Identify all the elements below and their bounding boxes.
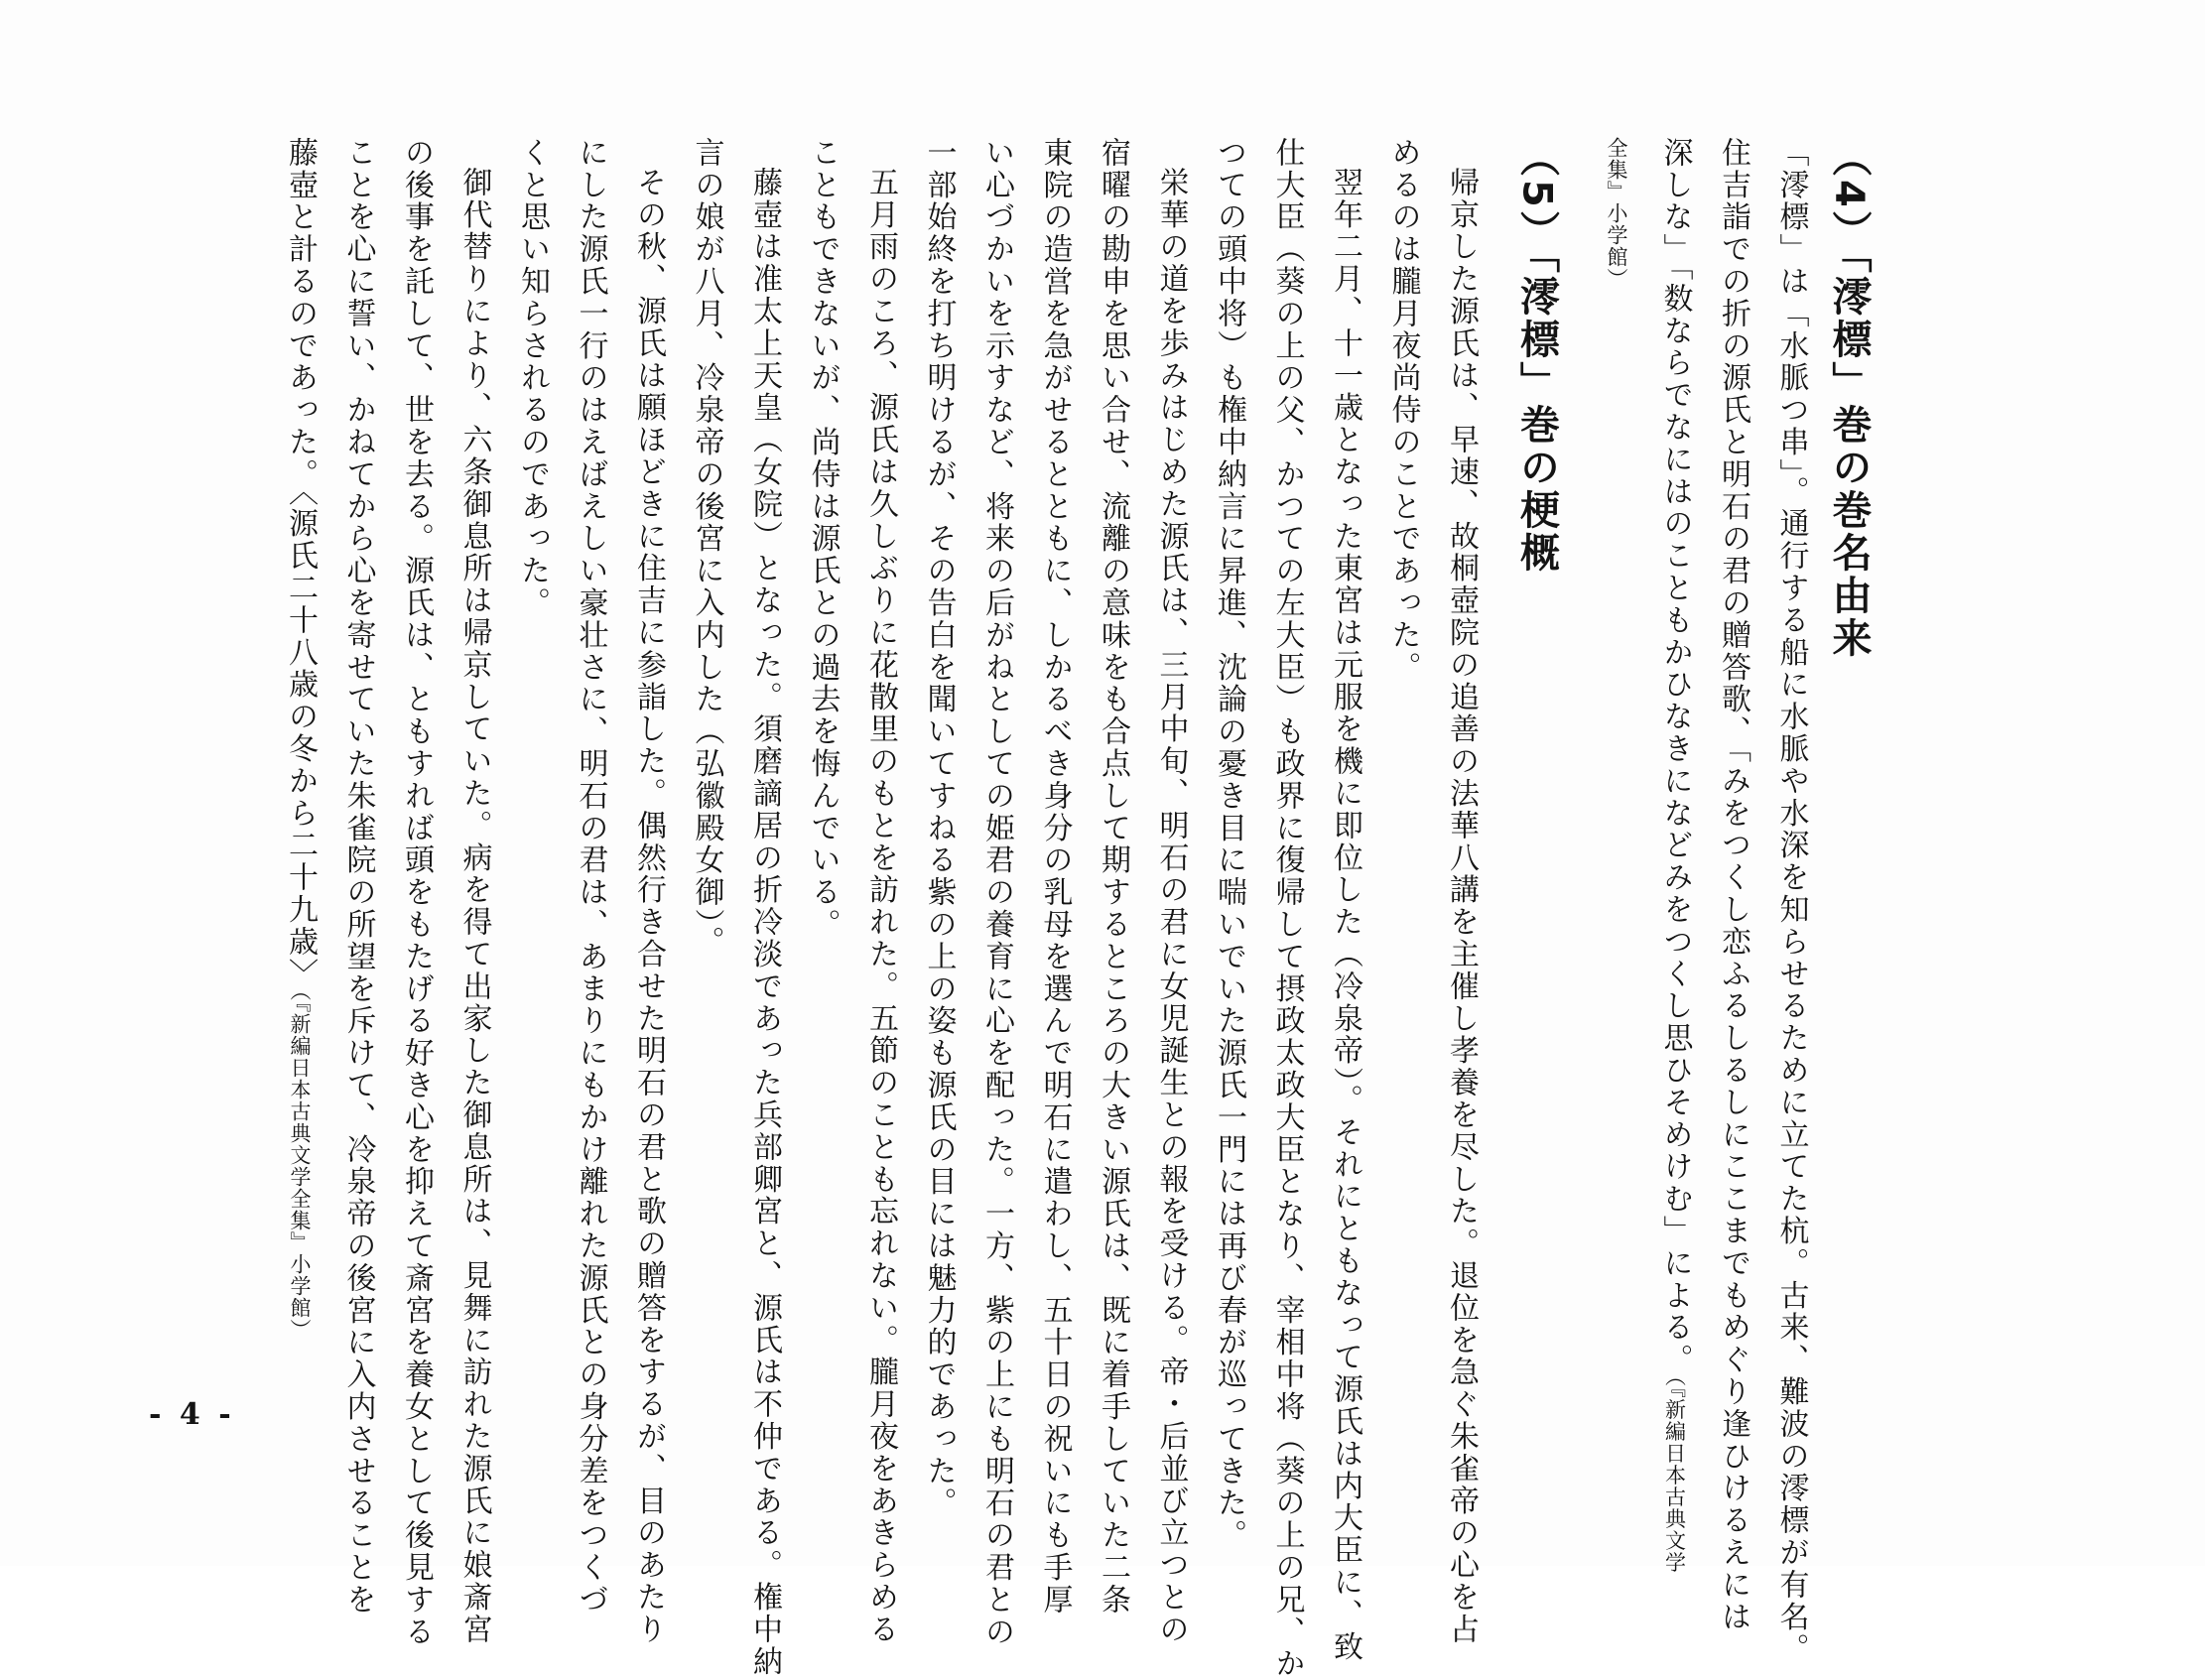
para-3-line-1: 栄華の道を歩みはじめた源氏は、三月中旬、明石の君に女児誕生との報を受ける。帝・后並び立つとの — [1153, 167, 1189, 1646]
para-2-line-3: つての頭中将）も権中納言に昇進、沈論の憂き目に喘いでいた源氏一門には再び春が巡ってきた。 — [1212, 137, 1246, 1552]
para-7-line-2: の後事を託して、世を去る。源氏は、ともすれば頭をもたげる好き心を抑えて斎宮を養女として後見する — [399, 137, 434, 1648]
para-3-line-3: 東院の造営を急がせるとともに、しかるべき身分の乳母を選んで明石に遣わし、五十日の祝いにも手厚 — [1037, 137, 1073, 1616]
para-4-line-2: こともできないが、尚侍は源氏との過去を悔んでいる。 — [805, 137, 841, 941]
para-5-line-1: 藤壺は准太上天皇（女院）となった。須磨謫居の折冷淡であった兵部卿宮と、源氏は不仲である。権中納 — [747, 167, 782, 1678]
para-6-line-3: くと思い知らされるのであった。 — [515, 137, 550, 619]
section-4-heading: （4）「澪標」巻の巻名由来 — [1826, 137, 1872, 660]
para-2-line-1: 翌年二月、十一歳となった東宮は元服を機に即位した（冷泉帝）。それにともなって源氏は内大臣に、致 — [1328, 167, 1362, 1663]
para-6-line-2: にした源氏一行のはえばえしい豪壮さに、明石の君は、あまりにもかけ離れた源氏との身分差をつくづ — [573, 137, 608, 1616]
para-7-line-1: 御代替りにより、六条御息所は帰京していた。病を得て出家した御息所は、見舞に訪れた源氏に娘斎宮 — [456, 167, 492, 1646]
section-4-line-2: 住吉詣での折の源氏と明石の君の贈答歌、「みをつくし恋ふるしるしにここまでもめぐり逢ひけるえには — [1716, 137, 1751, 1633]
section-4-line-1: 「澪標」は「水脈つ串」。通行する船に水脈や水深を知らせるために立てた杭。古来、難波の澪標が有名。 — [1773, 137, 1809, 1666]
section-5-citation: （『新編日本古典文学全集』小学館） — [288, 989, 312, 1341]
section-4-citation-a: （『新編日本古典文学 — [1662, 1375, 1687, 1574]
para-4-line-1: 五月雨のころ、源氏は久しぶりに花散里のもとを訪れた。五節のことも忘れない。朧月夜をあきらめる — [863, 167, 898, 1646]
para-3-line-4: い心づかいを示すなど、将来の后がねとしての姫君の養育に心を配った。一方、紫の上にも明石の君との — [979, 137, 1014, 1648]
section-5-heading: （5）「澪標」巻の梗概 — [1513, 137, 1560, 575]
para-3-line-5: 一部始終を打ち明けるが、その告白を聞いてすねる紫の上の姿も源氏の目には魅力的であった。 — [921, 137, 957, 1520]
page-number: - 4 - — [149, 1397, 235, 1432]
vertical-text-block — [271, 137, 1879, 1680]
para-7-line-3: ことを心に誓い、かねてから心を寄せていた朱雀院の所望を斥けて、冷泉帝の後宮に入内させることを — [340, 137, 376, 1616]
para-3-line-2: 宿曜の勘申を思い合せ、流離の意味をも合点して期するところの大きい源氏は、既に着手していた二条 — [1096, 137, 1130, 1616]
para-6-line-1: その秋、源氏は願ほどきに住吉に参詣した。偶然行き合せた明石の君と歌の贈答をするが、目のあたり — [631, 167, 666, 1646]
para-2-line-2: 仕大臣（葵の上の父、かつての左大臣）も政界に復帰して摂政太政大臣となり、宰相中将（葵の上の兄、か — [1269, 137, 1305, 1680]
section-4-citation-line — [1588, 137, 1646, 1417]
para-1-line-1: 帰京した源氏は、早速、故桐壺院の追善の法華八講を主催し孝養を尽した。退位を急ぐ朱雀帝の心を占 — [1444, 167, 1479, 1646]
section-4-line-3 — [1645, 137, 1704, 1574]
para-1-line-2: めるのは朧月夜尚侍のことであった。 — [1385, 137, 1421, 684]
para-5-line-2: 言の娘が八月、冷泉帝の後宮に入内した（弘徽殿女御）。 — [689, 137, 724, 959]
para-7-line-4 — [271, 137, 329, 1417]
para-7-line-4-text: 藤壺と計るのであった。〈源氏二十八歳の冬から二十九歳〉 — [283, 137, 318, 990]
section-4-line-3-text: 深しな」「数ならでなにはのこともかひなきになどみをつくし思ひそめけむ」による。 — [1657, 137, 1693, 1376]
section-4-citation-b: 全集』小学館） — [1605, 137, 1628, 290]
